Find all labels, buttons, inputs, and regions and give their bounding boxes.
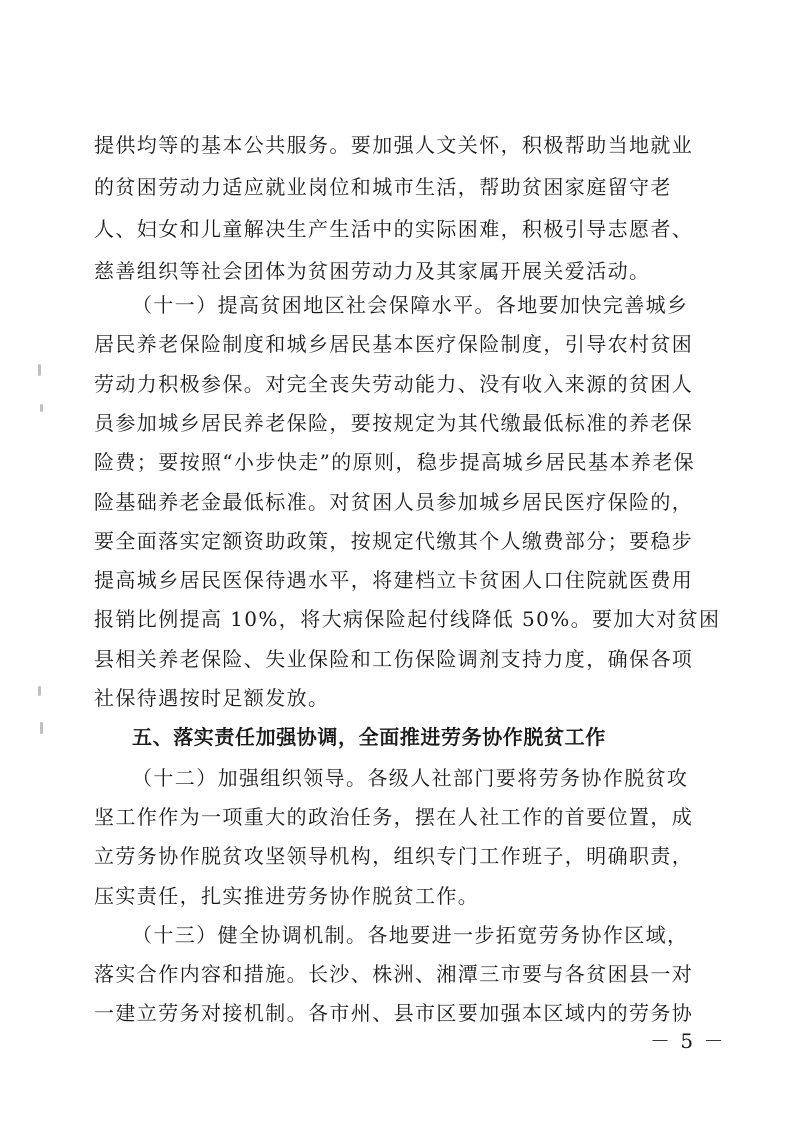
- page-number: － 5 －: [650, 1029, 726, 1053]
- body-line: 劳动力积极参保。对完全丧失劳动能力、没有收入来源的贫困人: [94, 372, 694, 396]
- paragraph-first-line: （十一）提高贫困地区社会保障水平。各地要加快完善城乡: [132, 293, 689, 317]
- binding-hole-mark: [38, 686, 41, 696]
- body-line: 提供均等的基本公共服务。要加强人文关怀，积极帮助当地就业: [94, 133, 694, 157]
- binding-hole-mark: [40, 722, 43, 734]
- body-line: 险费；要按照“小步快走”的原则，稳步提高城乡居民基本养老保: [94, 450, 696, 474]
- body-line: 压实责任，扎实推进劳务协作脱贫工作。: [94, 884, 480, 908]
- body-line: 报销比例提高 10%，将大病保险起付线降低 50%。要加大对贫困: [94, 607, 721, 631]
- body-line: 员参加城乡居民养老保险，要按规定为其代缴最低标准的养老保: [94, 411, 694, 435]
- binding-hole-mark: [38, 364, 41, 376]
- binding-hole-mark: [40, 404, 43, 412]
- body-line: 坚工作作为一项重大的政治任务，摆在人社工作的首要位置，成: [94, 805, 694, 829]
- body-line: 提高城乡居民医保待遇水平，将建档立卡贫困人口住院就医费用: [94, 568, 694, 592]
- body-line: 社保待遇按时足额发放。: [94, 686, 330, 710]
- body-line: 人、妇女和儿童解决生产生活中的实际困难，积极引导志愿者、: [94, 217, 694, 241]
- body-line: 一建立劳务对接机制。各市州、县市区要加强本区域内的劳务协: [94, 1001, 694, 1025]
- body-line: 要全面落实定额资助政策，按规定代缴其个人缴费部分；要稳步: [94, 529, 694, 553]
- body-line: 险基础养老金最低标准。对贫困人员参加城乡居民医疗保险的，: [94, 490, 694, 514]
- body-line: 县相关养老保险、失业保险和工伤保险调剂支持力度，确保各项: [94, 647, 694, 671]
- body-line: 居民养老保险制度和城乡居民基本医疗保险制度，引导农村贫困: [94, 332, 694, 356]
- body-line: 的贫困劳动力适应就业岗位和城市生活，帮助贫困家庭留守老: [94, 175, 672, 199]
- paragraph-first-line: （十三）健全协调机制。各地要进一步拓宽劳务协作区域，: [132, 923, 689, 947]
- paragraph-first-line: （十二）加强组织领导。各级人社部门要将劳务协作脱贫攻: [132, 766, 689, 790]
- body-line: 慈善组织等社会团体为贫困劳动力及其家属开展关爱活动。: [94, 259, 651, 283]
- section-heading: 五、落实责任加强协调，全面推进劳务协作脱贫工作: [132, 725, 606, 749]
- body-line: 立劳务协作脱贫攻坚领导机构，组织专门工作班子，明确职责，: [94, 844, 694, 868]
- body-line: 落实合作内容和措施。长沙、株洲、湘潭三市要与各贫困县一对: [94, 962, 694, 986]
